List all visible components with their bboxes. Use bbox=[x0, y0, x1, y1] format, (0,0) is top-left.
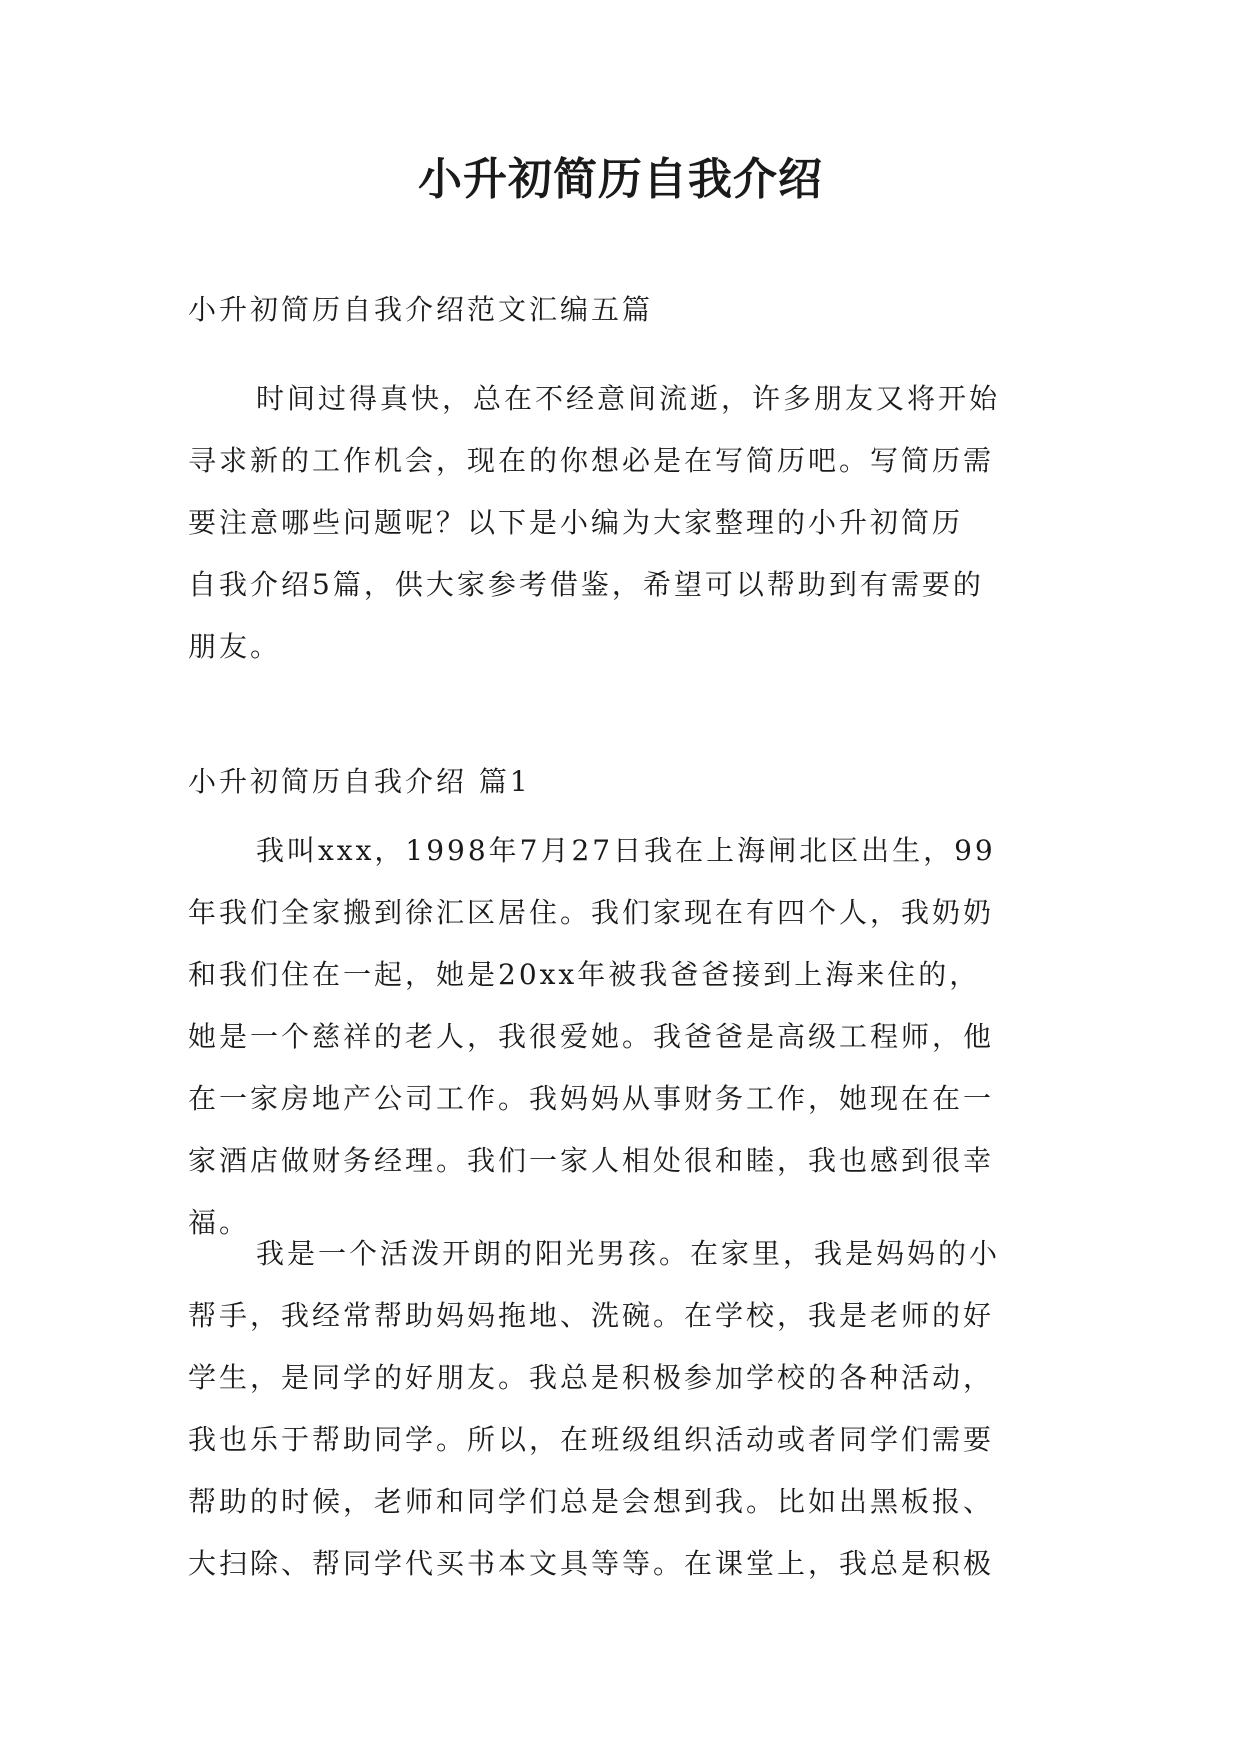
section1-paragraph-1 bbox=[188, 820, 1058, 1254]
paragraph-line: 我是一个活泼开朗的阳光男孩。在家里，我是妈妈的小 bbox=[256, 1237, 1001, 1270]
intro-line: 时间过得真快，总在不经意间流逝，许多朋友又将开始 bbox=[256, 382, 1001, 415]
paragraph-line: 学生，是同学的好朋友。我总是积极参加学校的各种活动， bbox=[188, 1361, 995, 1394]
section-heading: 小升初简历自我介绍 篇1 bbox=[188, 765, 531, 798]
intro-line: 自我介绍5篇，供大家参考借鉴，希望可以帮助到有需要的 bbox=[188, 568, 984, 601]
paragraph-line: 和我们住在一起，她是20xx年被我爸爸接到上海来住的， bbox=[188, 958, 981, 991]
intro-paragraph bbox=[188, 368, 1058, 678]
paragraph-line: 年我们全家搬到徐汇区居住。我们家现在有四个人，我奶奶 bbox=[188, 896, 995, 929]
page-title: 小升初简历自我介绍 bbox=[418, 154, 823, 205]
paragraph-line: 我也乐于帮助同学。所以，在班级组织活动或者同学们需要 bbox=[188, 1423, 995, 1456]
paragraph-line: 她是一个慈祥的老人，我很爱她。我爸爸是高级工程师，他 bbox=[188, 1020, 995, 1053]
paragraph-line: 在一家房地产公司工作。我妈妈从事财务工作，她现在在一 bbox=[188, 1082, 995, 1115]
paragraph-line: 福。 bbox=[188, 1206, 251, 1239]
document-subtitle: 小升初简历自我介绍范文汇编五篇 bbox=[188, 293, 654, 326]
intro-line: 寻求新的工作机会，现在的你想必是在写简历吧。写简历需 bbox=[188, 444, 995, 477]
paragraph-line: 大扫除、帮同学代买书本文具等等。在课堂上，我总是积极 bbox=[188, 1547, 995, 1580]
paragraph-line: 帮手，我经常帮助妈妈拖地、洗碗。在学校，我是老师的好 bbox=[188, 1299, 995, 1332]
intro-line: 要注意哪些问题呢？以下是小编为大家整理的小升初简历 bbox=[188, 506, 964, 539]
section1-paragraph-2 bbox=[188, 1223, 1058, 1595]
paragraph-line: 我叫xxx，1998年7月27日我在上海闸北区出生，99 bbox=[256, 834, 996, 867]
paragraph-line: 帮助的时候，老师和同学们总是会想到我。比如出黑板报、 bbox=[188, 1485, 995, 1518]
intro-line: 朋友。 bbox=[188, 630, 282, 663]
paragraph-line: 家酒店做财务经理。我们一家人相处很和睦，我也感到很幸 bbox=[188, 1144, 995, 1177]
